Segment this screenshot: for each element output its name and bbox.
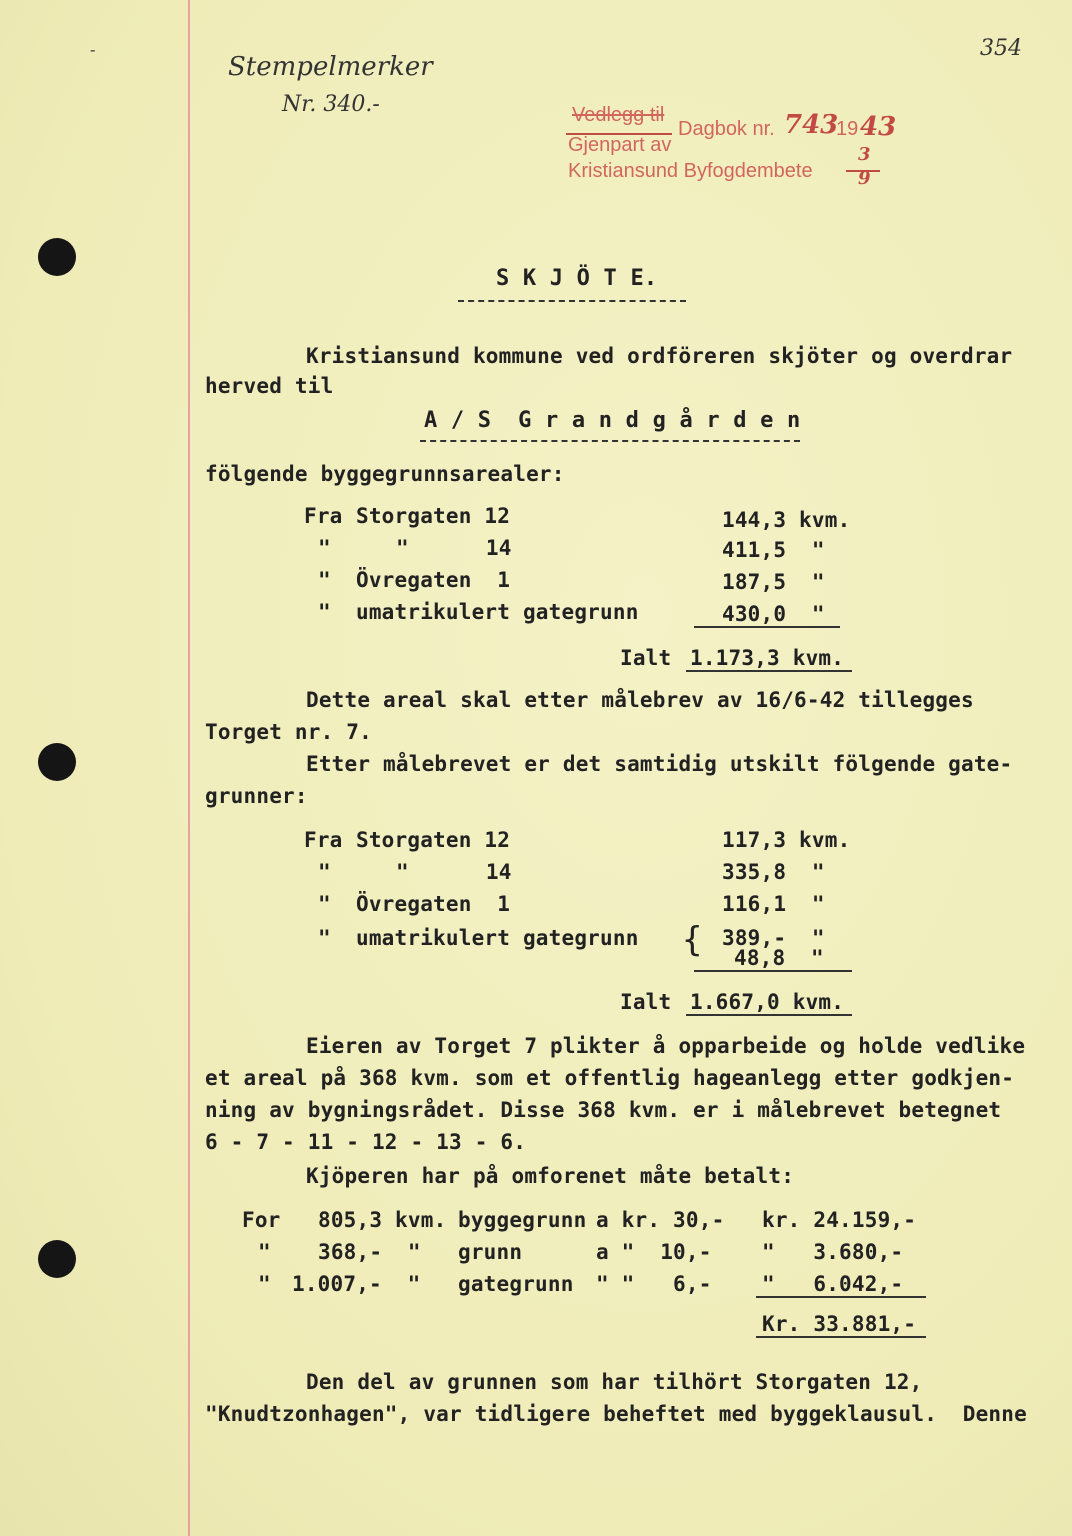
table-row-cell: umatrikulert gategrunn — [356, 926, 639, 950]
table-row-cell: umatrikulert gategrunn — [356, 600, 639, 624]
table-row-cell: " — [258, 1240, 271, 1264]
para2-line-3: Etter målebrevet er det samtidig utskilt fölgende gate- — [306, 752, 1013, 776]
stamp-dagbok-number: 743 — [784, 110, 839, 140]
stamp-date-den: 9 — [858, 168, 871, 189]
para3-line-3: ning av bygningsrådet. Disse 368 kvm. er i målebrevet betegnet — [205, 1098, 1002, 1122]
stamp-gjenpart: Gjenpart av — [568, 134, 672, 156]
margin-line — [188, 0, 190, 1536]
table-row-value: 389,- " — [722, 926, 825, 950]
stamp-year-suffix: 43 — [860, 112, 897, 142]
stamp-year-prefix: 19 — [836, 118, 859, 140]
table-row-cell: 805,3 kvm. — [318, 1208, 447, 1232]
payment-heading: Kjöperen har på omforenet måte betalt: — [306, 1164, 795, 1188]
punch-hole-icon — [38, 743, 76, 781]
table-row-cell: grunn — [458, 1240, 523, 1264]
page-number: 354 — [980, 36, 1022, 61]
intro-line-1: Kristiansund kommune ved ordföreren skjöter og overdrar — [306, 344, 1013, 368]
punch-hole-icon — [38, 1240, 76, 1278]
document-title: S K J Ö T E. — [496, 266, 658, 291]
table-row-cell: " — [318, 860, 331, 884]
para3-line-2: et areal på 368 kvm. som et offentlig hageanlegg etter godkjen- — [205, 1066, 1015, 1090]
payment-total: Kr. 33.881,- — [762, 1312, 917, 1336]
margin-note-title: Stempelmerker — [228, 52, 433, 82]
table-row-cell: kr. 24.159,- — [762, 1208, 917, 1232]
table-row-cell: " 14 — [396, 536, 512, 560]
areas-total: 1.173,3 kvm. — [690, 646, 845, 670]
table-row-value: 335,8 " — [722, 860, 825, 884]
streets-total-label: Ialt — [620, 990, 672, 1014]
table-row-value: 116,1 " — [722, 892, 825, 916]
table-row-cell: " 14 — [396, 860, 512, 884]
table-row-cell: a " 10,- — [596, 1240, 712, 1264]
para3-line-4: 6 - 7 - 11 - 12 - 13 - 6. — [205, 1130, 527, 1154]
table-row-cell: " — [318, 926, 331, 950]
final-line-2: "Knudtzonhagen", var tidligere beheftet med byggeklausul. Denne — [205, 1402, 1027, 1426]
punch-hole-icon — [38, 238, 76, 276]
table-row-cell: " — [258, 1272, 271, 1296]
table-row-cell: Storgaten 12 — [356, 828, 511, 852]
table-row-value: 117,3 kvm. — [722, 828, 851, 852]
buyer-name: A / S G r a n d g å r d e n — [424, 408, 801, 433]
para2-line-1: Dette areal skal etter målebrev av 16/6-42 tillegges — [306, 688, 974, 712]
table-row-cell: " 3.680,- — [762, 1240, 904, 1264]
table-row-cell: " — [318, 892, 331, 916]
table-row-cell: Storgaten 12 — [356, 504, 511, 528]
table-row-cell: a kr. 30,- — [596, 1208, 725, 1232]
para3-line-1: Eieren av Torget 7 plikter å opparbeide og holde vedlike — [306, 1034, 1026, 1058]
stamp-vedlegg: Vedlegg til — [572, 104, 665, 126]
table-row-cell: 1.007,- " — [292, 1272, 421, 1296]
table-row-cell: " — [318, 600, 331, 624]
table-row-value: 48,8 " — [734, 946, 824, 970]
document-page: 354 - Stempelmerker Nr. 340.- Vedlegg til Gjenpart av Dagbok nr. 743 19 43 Kristiansund Byfogdembete 3 9 S K J Ö T E. Kristiansund kommune ved ordföreren skjöter og overdrar herved til A / S G r a n d g å r d e n fölgende byggegrunnsarealer: Fra Storgaten 12 144,3 kvm. " " 14 411,5 " " Övregaten 1 187,5 " " umatrikulert gategrunn 430,0 " Ialt 1.173,3 kvm. Dette areal skal etter målebrev av 16/6-42 tillegges Torget nr. 7. Etter målebrevet er det samtidig utskilt fölgende gate- grunner: Fra Storgaten 12 117,3 kvm. " " 14 335,8 " " Övregaten 1 116,1 " " umatrikulert gategrunn { 389,- " 48,8 " Ialt 1.667,0 kvm. Eieren av Torget 7 plikter å opparbeide og holde vedlike et areal på 368 kvm. som et offentlig hageanlegg etter godkjen- ning av bygningsrådet. Disse 368 kvm. er i målebrevet betegnet 6 - 7 - 11 - 12 - 13 - 6. Kjöperen har på omforenet måte betalt: For 805,3 kvm. byggegrunn a kr. 30,- kr. 24.159,- " 368,- " grunn a " 10,- " 3.680,- " 1.007,- " gategrunn " " 6,- " 6.042,- Kr. 33.881,- Den del av grunnen som har tilhört Storgaten 12, "Knudtzonhagen", var tidligere beheftet med byggeklausul. Denne — [0, 0, 1072, 1536]
table-row-cell: Övregaten 1 — [356, 892, 511, 916]
table-row-cell: " " 6,- — [596, 1272, 712, 1296]
table-row-value: 411,5 " — [722, 538, 825, 562]
final-line-1: Den del av grunnen som har tilhört Storgaten 12, — [306, 1370, 923, 1394]
table-row-cell: " 6.042,- — [762, 1272, 904, 1296]
stamp-date-num: 3 — [858, 144, 871, 165]
table-row-cell: gategrunn — [458, 1272, 574, 1296]
streets-total: 1.667,0 kvm. — [690, 990, 845, 1014]
table-row-value: 430,0 " — [722, 602, 825, 626]
table-row-cell: For — [242, 1208, 281, 1232]
intro-line-2: herved til — [205, 374, 334, 398]
areas-total-label: Ialt — [620, 646, 672, 670]
table-row-cell: Fra — [304, 828, 343, 852]
table-row-cell: 368,- " — [318, 1240, 421, 1264]
table-row-cell: Fra — [304, 504, 343, 528]
areas-heading: fölgende byggegrunnsarealer: — [205, 462, 565, 486]
table-row-cell: " — [318, 536, 331, 560]
table-row-cell: Övregaten 1 — [356, 568, 511, 592]
para2-line-4: grunner: — [205, 784, 308, 808]
stamp-office: Kristiansund Byfogdembete — [568, 160, 813, 182]
table-row-value: 187,5 " — [722, 570, 825, 594]
margin-note-number: Nr. 340.- — [282, 92, 380, 117]
table-row-value: 144,3 kvm. — [722, 508, 851, 532]
table-row-cell: " — [318, 568, 331, 592]
para2-line-2: Torget nr. 7. — [205, 720, 372, 744]
table-row-cell: byggegrunn — [458, 1208, 587, 1232]
stamp-dagbok-label: Dagbok nr. — [678, 118, 775, 140]
